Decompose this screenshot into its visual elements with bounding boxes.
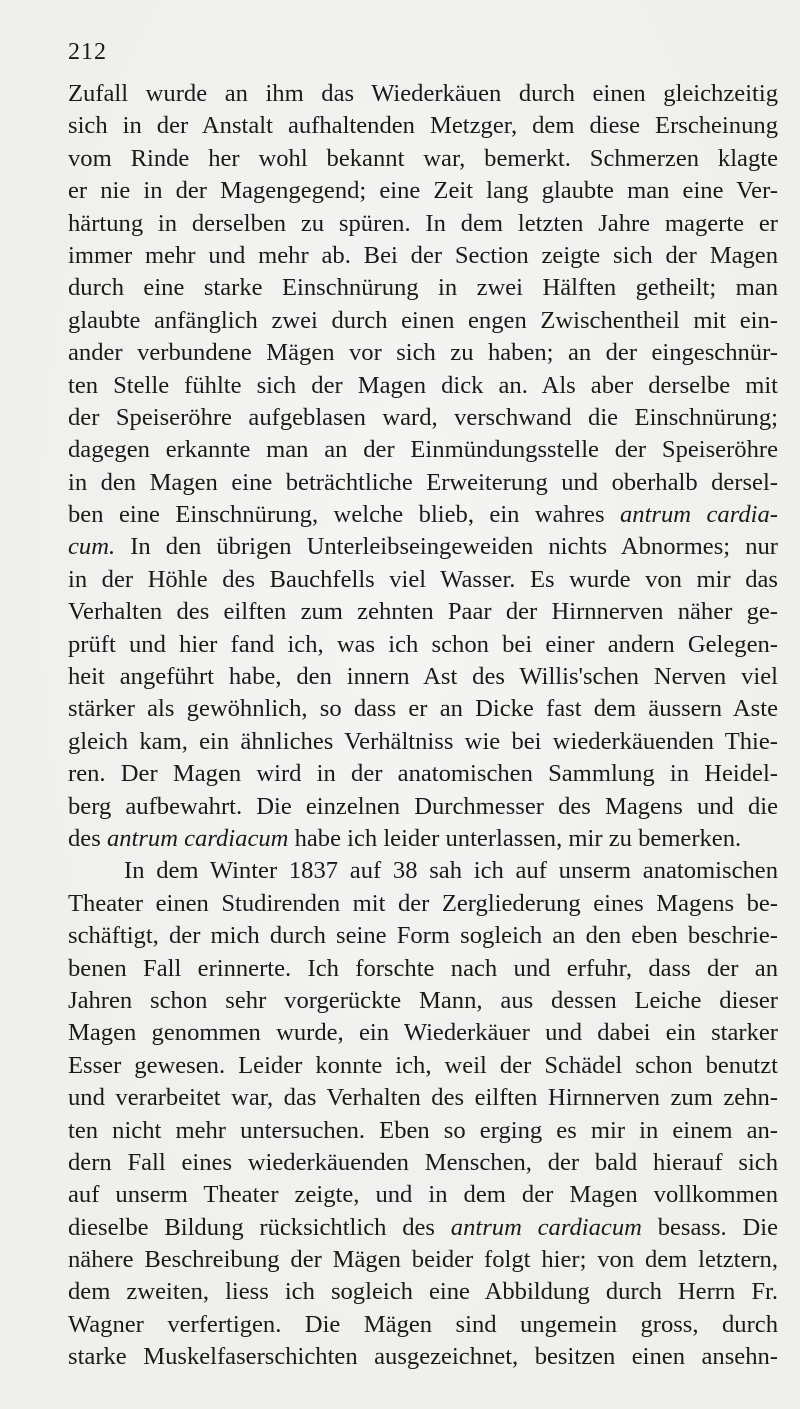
text-span: ten Stelle fühlte sich der Magen dick an. Als aber derselbe mit [68, 371, 778, 399]
text-span: ander verbundene Mägen vor sich zu haben; an der eingeschnür- [68, 339, 778, 367]
text-span: vom Rinde her wohl bekannt war, bemerkt. Schmerzen klagte [68, 144, 778, 172]
text-span: in der Höhle des Bauchfells viel Wasser. Es wurde von mir das [68, 565, 778, 593]
text-line [68, 175, 778, 207]
text-span: Verhalten des eilften zum zehnten Paar der Hirnnerven näher ge- [68, 598, 778, 626]
text-span: glaubte anfänglich zwei durch einen engen Zwischentheil mit ein- [68, 306, 778, 334]
text-span: und verarbeitet war, das Verhalten des eilften Hirnnerven zum zehn- [68, 1084, 778, 1112]
text-line [68, 1017, 778, 1049]
text-line [68, 1341, 778, 1373]
text-line [68, 855, 778, 887]
text-span: gleich kam, ein ähnliches Verhältniss wie bei wiederkäuenden Thie- [68, 727, 778, 755]
text-span: starke Muskelfaserschichten ausgezeichnet, besitzen einen ansehn- [68, 1343, 778, 1371]
text-span: Wagner verfertigen. Die Mägen sind ungemein gross, durch [68, 1310, 778, 1338]
text-span: Theater einen Studirenden mit der Zergliederung eines Magens be- [68, 889, 778, 917]
text-span: dern Fall eines wiederkäuenden Menschen, der bald hierauf sich [68, 1148, 778, 1176]
text-span: benen Fall erinnerte. Ich forschte nach und erfuhr, dass der an [68, 954, 778, 982]
text-line [68, 1050, 778, 1082]
text-span: In den übrigen Unterleibseingeweiden nichts Abnormes; nur [115, 533, 778, 561]
text-span: Esser gewesen. Leider konnte ich, weil der Schädel schon benutzt [68, 1051, 778, 1079]
text-line [68, 337, 778, 369]
text-line [68, 434, 778, 466]
text-line [68, 823, 778, 855]
text-span: nähere Beschreibung der Mägen beider folgt hier; von dem letztern, [68, 1246, 778, 1274]
text-line [68, 531, 778, 563]
text-line [68, 1147, 778, 1179]
text-span: heit angeführt habe, den innern Ast des Willis'schen Nerven viel [68, 663, 778, 691]
text-span: in den Magen eine beträchtliche Erweiterung und oberhalb dersel- [68, 468, 778, 496]
text-span: immer mehr und mehr ab. Bei der Section zeigte sich der Magen [68, 241, 778, 269]
text-span: Magen genommen wurde, ein Wiederkäuer und dabei ein starker [68, 1019, 778, 1047]
text-span: Jahren schon sehr vorgerückte Mann, aus dessen Leiche dieser [68, 986, 778, 1014]
text-span: durch eine starke Einschnürung in zwei Hälften getheilt; man [68, 274, 778, 302]
text-line [68, 1276, 778, 1308]
text-span: dieselbe Bildung rücksichtlich des [68, 1213, 451, 1241]
text-line [68, 499, 778, 531]
text-span: berg aufbewahrt. Die einzelnen Durchmesser des Magens und die [68, 792, 778, 820]
text-line [68, 1212, 778, 1244]
text-span: er nie in der Magengegend; eine Zeit lang glaubte man eine Ver- [68, 177, 778, 205]
italic-text: antrum cardiacum [106, 824, 289, 852]
text-span: besass. Die [641, 1213, 778, 1241]
text-line [68, 1082, 778, 1114]
text-line [68, 693, 778, 725]
text-span: ben eine Einschnürung, welche blieb, ein wahres [68, 501, 620, 529]
text-line [68, 953, 778, 985]
text-line [68, 985, 778, 1017]
text-line [68, 661, 778, 693]
text-span: härtung in derselben zu spüren. In dem letzten Jahre magerte er [68, 209, 778, 237]
text-span: ren. Der Magen wird in der anatomischen Sammlung in Heidel- [68, 760, 778, 788]
text-span: Zufall wurde an ihm das Wiederkäuen durch einen gleichzeitig [68, 80, 778, 107]
text-span: dem zweiten, liess ich sogleich eine Abbildung durch Herrn Fr. [68, 1278, 778, 1306]
italic-text: antrum cardia- [620, 501, 778, 529]
text-line [68, 791, 778, 823]
text-line [68, 629, 778, 661]
text-line [68, 726, 778, 758]
text-span: stärker als gewöhnlich, so dass er an Dicke fast dem äussern Aste [68, 695, 778, 723]
text-line [68, 920, 778, 952]
text-span: des [68, 824, 107, 852]
text-line [68, 78, 778, 110]
text-body [68, 78, 778, 1374]
text-line [68, 272, 778, 304]
text-span: der Speiseröhre aufgeblasen ward, verschwand die Einschnürung; [68, 403, 778, 431]
text-line [68, 143, 778, 175]
text-line [68, 208, 778, 240]
text-span: sich in der Anstalt aufhaltenden Metzger, dem diese Erscheinung [68, 112, 778, 140]
text-span: schäftigt, der mich durch seine Form sogleich an den eben beschrie- [68, 922, 778, 950]
text-span: prüft und hier fand ich, was ich schon bei einer andern Gelegen- [68, 630, 778, 658]
text-line [68, 888, 778, 920]
text-line [68, 240, 778, 272]
text-line [68, 1309, 778, 1341]
text-span: auf unserm Theater zeigte, und in dem der Magen vollkommen [68, 1181, 778, 1209]
italic-text: antrum cardiacum [450, 1213, 642, 1241]
text-line [68, 758, 778, 790]
text-line [68, 1179, 778, 1211]
italic-text: cum. [68, 533, 116, 561]
text-line [68, 110, 778, 142]
text-span: ten nicht mehr untersuchen. Eben so erging es mir in einem an- [68, 1116, 778, 1144]
page-number: 212 [68, 39, 107, 65]
text-line [68, 370, 778, 402]
text-span: habe ich leider unterlassen, mir zu bemerken. [288, 824, 742, 852]
text-line [68, 1244, 778, 1276]
text-line [68, 402, 778, 434]
text-line [68, 467, 778, 499]
text-line [68, 564, 778, 596]
text-span: dagegen erkannte man an der Einmündungsstelle der Speiseröhre [68, 436, 778, 464]
text-line [68, 1115, 778, 1147]
text-line [68, 305, 778, 337]
text-line [68, 596, 778, 628]
text-span: In dem Winter 1837 auf 38 sah ich auf unserm anatomischen [124, 857, 778, 885]
